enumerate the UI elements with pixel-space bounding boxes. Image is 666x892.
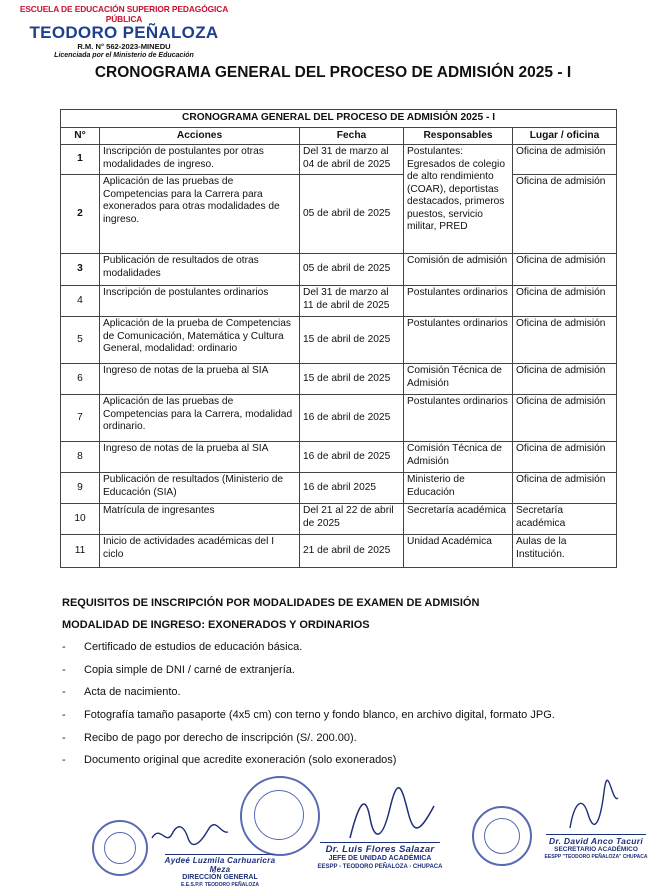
row-lugar: Oficina de admisión bbox=[513, 442, 617, 473]
signature-scrawl-icon bbox=[560, 784, 620, 834]
row-responsable: Comisión Técnica de Admisión bbox=[404, 364, 513, 395]
signature-director bbox=[160, 854, 280, 888]
row-responsable: Comisión de admisión bbox=[404, 254, 513, 286]
table-header-row bbox=[61, 127, 617, 145]
list-item bbox=[62, 685, 555, 708]
row-responsable: Postulantes ordinarios bbox=[404, 286, 513, 317]
row-fecha: 15 de abril de 2025 bbox=[300, 317, 404, 364]
row-accion: Ingreso de notas de la prueba al SIA bbox=[100, 442, 300, 473]
table-row bbox=[61, 504, 617, 535]
direction-seal-icon bbox=[92, 820, 148, 876]
row-accion: Inscripción de postulantes por otras modalidades de ingreso. bbox=[100, 145, 300, 175]
row-lugar: Oficina de admisión bbox=[513, 175, 617, 254]
row-lugar: Oficina de admisión bbox=[513, 254, 617, 286]
list-item-text: Documento original que acredite exoneración (solo exonerados) bbox=[84, 754, 397, 767]
table-row bbox=[61, 364, 617, 395]
row-number: 6 bbox=[61, 364, 100, 395]
row-number: 3 bbox=[61, 254, 100, 286]
letterhead bbox=[4, 4, 244, 60]
signature-institution: EESPP "TEODORO PEÑALOZA" CHUPACA bbox=[544, 854, 648, 860]
table-row bbox=[61, 395, 617, 442]
row-responsable: Unidad Académica bbox=[404, 535, 513, 568]
table-caption-row bbox=[61, 110, 617, 128]
row-lugar: Oficina de admisión bbox=[513, 286, 617, 317]
bullet-dash: - bbox=[62, 754, 66, 767]
signature-academic-head bbox=[300, 842, 460, 871]
row-number: 10 bbox=[61, 504, 100, 535]
row-accion: Ingreso de notas de la prueba al SIA bbox=[100, 364, 300, 395]
signature-name: Dr. Luis Flores Salazar bbox=[325, 844, 435, 855]
bullet-dash: - bbox=[62, 641, 66, 653]
bullet-dash: - bbox=[62, 731, 66, 744]
list-item bbox=[62, 731, 555, 754]
signature-institution: E.E.S.P.P. TEODORO PEÑALOZA bbox=[181, 882, 259, 888]
list-item-text: Copia simple de DNI / carné de extranjería. bbox=[84, 663, 295, 676]
bullet-dash: - bbox=[62, 686, 66, 699]
page-title: CRONOGRAMA GENERAL DEL PROCESO DE ADMISIÓN 2025 - I bbox=[94, 64, 572, 81]
schedule-table bbox=[60, 109, 617, 568]
header-fecha: Fecha bbox=[300, 127, 404, 145]
list-item-text: Recibo de pago por derecho de inscripción (S/. 200.00). bbox=[84, 731, 357, 744]
row-fecha: 16 de abril de 2025 bbox=[300, 395, 404, 442]
row-fecha: 05 de abril de 2025 bbox=[300, 175, 404, 254]
bullet-dash: - bbox=[62, 709, 66, 722]
table-row bbox=[61, 254, 617, 286]
signature-role: DIRECCIÓN GENERAL bbox=[182, 874, 258, 881]
row-lugar: Secretaría académica bbox=[513, 504, 617, 535]
school-type: ESCUELA DE EDUCACIÓN SUPERIOR PEDAGÓGICA PÚBLICA bbox=[19, 4, 229, 24]
row-number: 11 bbox=[61, 535, 100, 568]
signature-role: JEFE DE UNIDAD ACADÉMICA bbox=[328, 855, 432, 862]
signature-secretary bbox=[526, 834, 666, 860]
row-fecha: 21 de abril de 2025 bbox=[300, 535, 404, 568]
signature-scrawl-icon bbox=[150, 820, 230, 850]
signature-name: Aydeé Luzmila Carhuaricra Meza bbox=[164, 856, 276, 874]
requirements-subtitle: MODALIDAD DE INGRESO: EXONERADOS Y ORDINARIOS bbox=[62, 619, 370, 631]
list-item bbox=[62, 640, 555, 663]
license-note: Licenciada por el Ministerio de Educación bbox=[54, 52, 194, 59]
signature-name: Dr. David Anco Tacuri bbox=[549, 836, 643, 846]
signature-area bbox=[0, 770, 666, 892]
row-number: 8 bbox=[61, 442, 100, 473]
signature-role: SECRETARIO ACADÉMICO bbox=[554, 846, 638, 853]
row-lugar: Oficina de admisión bbox=[513, 364, 617, 395]
table-caption: CRONOGRAMA GENERAL DEL PROCESO DE ADMISIÓN 2025 - I bbox=[61, 110, 617, 128]
table-row bbox=[61, 535, 617, 568]
row-lugar: Oficina de admisión bbox=[513, 317, 617, 364]
row-number: 7 bbox=[61, 395, 100, 442]
table-row bbox=[61, 442, 617, 473]
ministerial-resolution: R.M. N° 562-2023-MINEDU bbox=[77, 42, 171, 51]
row-number: 1 bbox=[61, 145, 100, 175]
row-number: 4 bbox=[61, 286, 100, 317]
table-row bbox=[61, 473, 617, 504]
row-accion: Aplicación de las pruebas de Competencias para la Carrera para exonerados para otras modalidades de ingreso. bbox=[100, 175, 300, 254]
row-fecha: 16 de abril de 2025 bbox=[300, 442, 404, 473]
secretary-seal-icon bbox=[472, 806, 532, 866]
table-row bbox=[61, 286, 617, 317]
row-number: 9 bbox=[61, 473, 100, 504]
list-item bbox=[62, 708, 555, 731]
list-item-text: Certificado de estudios de educación básica. bbox=[84, 641, 303, 653]
row-lugar: Oficina de admisión bbox=[513, 473, 617, 504]
row-responsable: Ministerio de Educación bbox=[404, 473, 513, 504]
school-name: TEODORO PEÑALOZA bbox=[29, 23, 219, 42]
requirements-list bbox=[62, 640, 555, 776]
row-number: 5 bbox=[61, 317, 100, 364]
row-number: 2 bbox=[61, 175, 100, 254]
row-lugar: Oficina de admisión bbox=[513, 145, 617, 175]
table-row bbox=[61, 145, 617, 175]
header-n: N° bbox=[61, 127, 100, 145]
row-lugar: Oficina de admisión bbox=[513, 395, 617, 442]
row-fecha: 16 de abril 2025 bbox=[300, 473, 404, 504]
row-responsable: Secretaría académica bbox=[404, 504, 513, 535]
row-fecha: Del 21 al 22 de abril de 2025 bbox=[300, 504, 404, 535]
list-item bbox=[62, 663, 555, 686]
row-responsable: Postulantes ordinarios bbox=[404, 317, 513, 364]
list-item-text: Fotografía tamaño pasaporte (4x5 cm) con terno y fondo blanco, en archivo digital, formato JPG. bbox=[84, 709, 555, 722]
row-fecha: Del 31 de marzo al 11 de abril de 2025 bbox=[300, 286, 404, 317]
bullet-dash: - bbox=[62, 663, 66, 676]
signature-scrawl-icon bbox=[330, 788, 440, 848]
table-row bbox=[61, 317, 617, 364]
row-accion: Inscripción de postulantes ordinarios bbox=[100, 286, 300, 317]
row-responsable: Postulantes: Egresados de colegio de alto rendimiento (COAR), deportistas destacados, primeros puestos, servicio militar, PRED bbox=[404, 145, 513, 254]
row-fecha: Del 31 de marzo al 04 de abril de 2025 bbox=[300, 145, 404, 175]
row-accion: Inicio de actividades académicas del I ciclo bbox=[100, 535, 300, 568]
row-accion: Matrícula de ingresantes bbox=[100, 504, 300, 535]
row-accion: Publicación de resultados (Ministerio de Educación (SIA) bbox=[100, 473, 300, 504]
header-lugar: Lugar / oficina bbox=[513, 127, 617, 145]
list-item-text: Acta de nacimiento. bbox=[84, 686, 181, 699]
table-row bbox=[61, 175, 617, 254]
row-responsable: Postulantes ordinarios bbox=[404, 395, 513, 442]
signature-institution: EESPP - TEODORO PEÑALOZA - CHUPACA bbox=[317, 864, 443, 870]
header-responsables: Responsables bbox=[404, 127, 513, 145]
row-responsable: Comisión Técnica de Admisión bbox=[404, 442, 513, 473]
row-accion: Aplicación de las pruebas de Competencias para la Carrera, modalidad ordinario. bbox=[100, 395, 300, 442]
requirements-title: REQUISITOS DE INSCRIPCIÓN POR MODALIDADES DE EXAMEN DE ADMISIÓN bbox=[62, 597, 480, 609]
row-fecha: 15 de abril de 2025 bbox=[300, 364, 404, 395]
header-acciones: Acciones bbox=[100, 127, 300, 145]
row-accion: Publicación de resultados de otras modalidades bbox=[100, 254, 300, 286]
row-accion: Aplicación de la prueba de Competencias de Comunicación, Matemática y Cultura General, modalidad: ordinario bbox=[100, 317, 300, 364]
row-lugar: Aulas de la Institución. bbox=[513, 535, 617, 568]
row-fecha: 05 de abril de 2025 bbox=[300, 254, 404, 286]
